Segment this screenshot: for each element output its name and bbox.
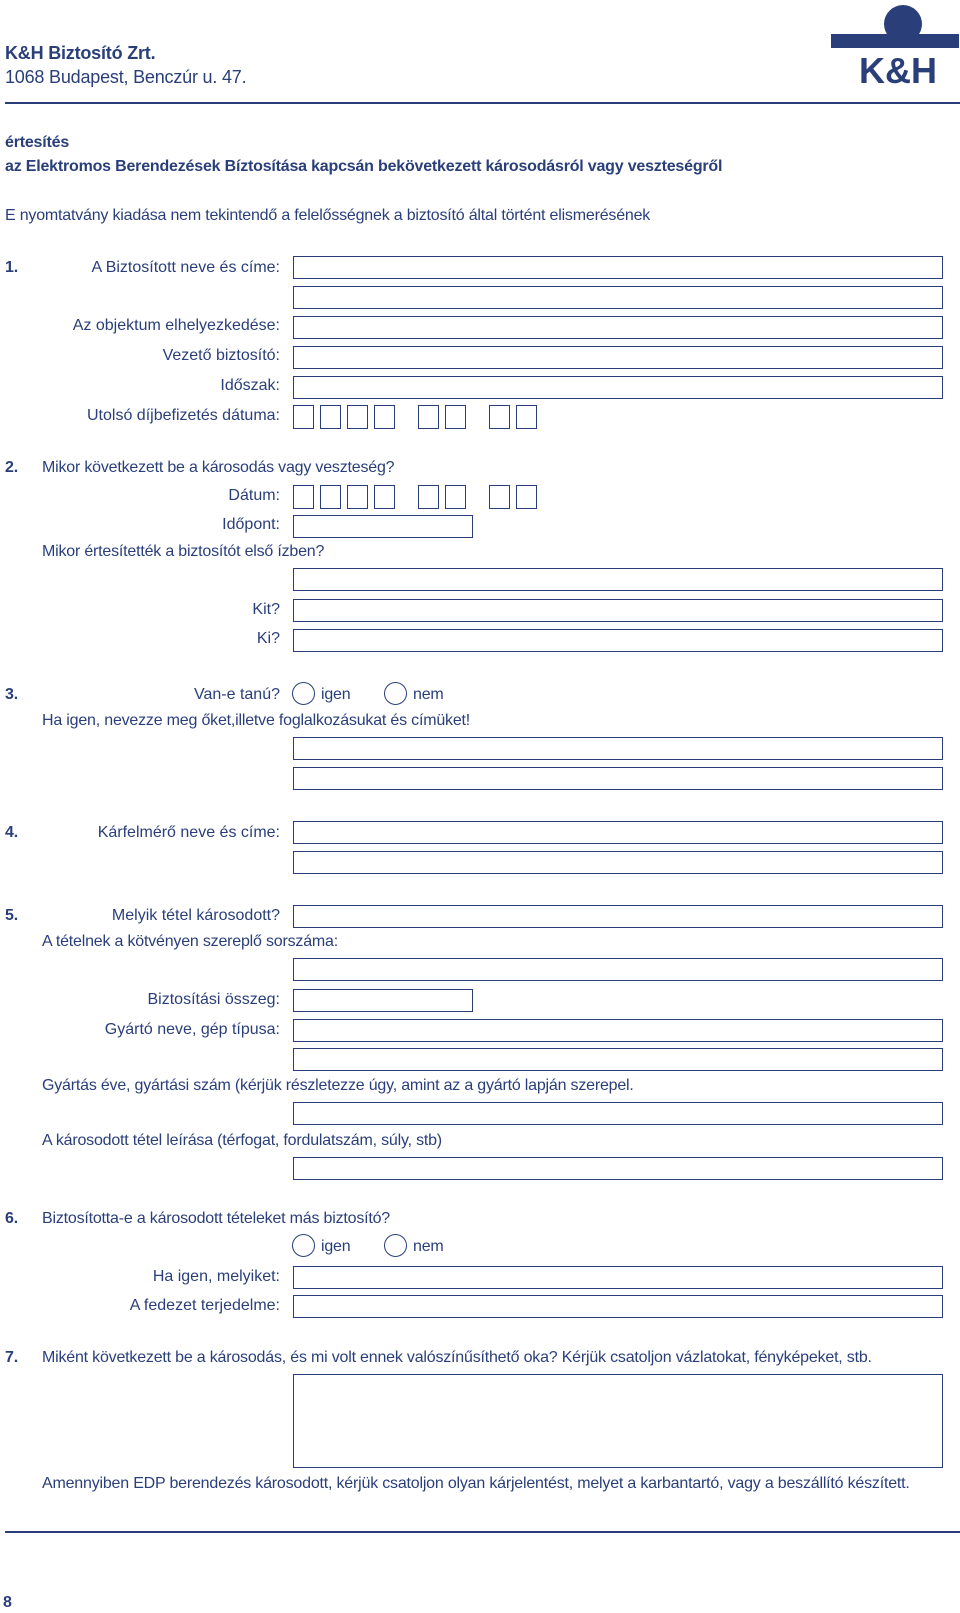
other-insurer-question: Biztosította-e a károsodott tételeket más biztosító?	[42, 1210, 391, 1227]
last-payment-year-digit-4[interactable]	[374, 405, 395, 429]
assessor-label: Kárfelmérő neve és címe:	[97, 824, 280, 841]
insured-address-field[interactable]	[293, 286, 943, 309]
logo-text: K&H	[859, 50, 937, 86]
last-payment-day-digit-1[interactable]	[489, 405, 510, 429]
whom-field[interactable]	[293, 599, 943, 622]
item-description-field[interactable]	[293, 1157, 943, 1180]
witness-yes-radio[interactable]	[292, 682, 315, 705]
company-address: 1068 Budapest, Benczúr u. 47.	[5, 67, 247, 87]
other-insurer-yes-label: igen	[321, 1238, 351, 1255]
witness-instruction: Ha igen, nevezze meg őket,illetve foglalkozásukat és címüket!	[42, 712, 471, 729]
occurrence-question: Mikor következett be a károsodás vagy veszteség?	[42, 459, 395, 476]
first-notification-question: Mikor értesítették a biztosítót első ízben?	[42, 543, 325, 560]
lead-insurer-field[interactable]	[293, 346, 943, 369]
time-field[interactable]	[293, 515, 473, 538]
witness-field-2[interactable]	[293, 767, 943, 790]
date-month-digit-2[interactable]	[445, 485, 466, 509]
section-3-number: 3.	[5, 686, 18, 703]
sum-insured-field[interactable]	[293, 989, 473, 1012]
page-number: 8	[3, 1594, 12, 1611]
period-field[interactable]	[293, 376, 943, 399]
manufacture-year-label: Gyártás éve, gyártási szám (kérjük részletezze úgy, amint az a gyártó lapján szerepel.	[42, 1077, 634, 1094]
coverage-field[interactable]	[293, 1295, 943, 1318]
section-2-number: 2.	[5, 459, 18, 476]
date-year-digit-4[interactable]	[374, 485, 395, 509]
last-payment-day-digit-2[interactable]	[516, 405, 537, 429]
manufacture-year-field[interactable]	[293, 1102, 943, 1125]
company-name: K&H Biztosító Zrt.	[5, 43, 156, 63]
which-insurer-field[interactable]	[293, 1266, 943, 1289]
date-month-digit-1[interactable]	[418, 485, 439, 509]
other-insurer-no-radio[interactable]	[384, 1234, 407, 1257]
date-day-digit-1[interactable]	[489, 485, 510, 509]
cause-question: Miként következett be a károsodás, és mi volt ennek valószínűsíthető oka? Kérjük csatoljon vázlatokat, fényképeket, stb.	[42, 1349, 872, 1366]
date-label: Dátum:	[228, 487, 280, 504]
footer-divider	[5, 1531, 960, 1533]
date-year-digit-3[interactable]	[347, 485, 368, 509]
manufacturer-label: Gyártó neve, gép típusa:	[104, 1021, 280, 1038]
whom-label: Kit?	[252, 601, 280, 618]
policy-serial-label: A tételnek a kötvényen szereplő sorszáma:	[42, 933, 338, 950]
sum-insured-label: Biztosítási összeg:	[147, 991, 280, 1008]
section-4-number: 4.	[5, 824, 18, 841]
other-insurer-no-label: nem	[413, 1238, 444, 1255]
form-title: értesítés	[5, 134, 70, 151]
other-insurer-yes-radio[interactable]	[292, 1234, 315, 1257]
insured-name-label: A Biztosított neve és címe:	[91, 259, 280, 276]
last-payment-year-digit-3[interactable]	[347, 405, 368, 429]
form-subtitle: az Elektromos Berendezések Bíztosítása kapcsán bekövetkezett károsodásról vagy veszteségről	[5, 158, 723, 175]
date-day-digit-2[interactable]	[516, 485, 537, 509]
damaged-item-field[interactable]	[293, 905, 943, 928]
time-label: Időpont:	[222, 516, 280, 533]
damaged-item-label: Melyik tétel károsodott?	[111, 907, 280, 924]
witness-label: Van-e tanú?	[194, 686, 280, 703]
assessor-name-field[interactable]	[293, 821, 943, 844]
insured-name-field[interactable]	[293, 256, 943, 279]
coverage-label: A fedezet terjedelme:	[129, 1297, 280, 1314]
section-6-number: 6.	[5, 1210, 18, 1227]
object-location-label: Az objektum elhelyezkedése:	[72, 317, 280, 334]
policy-serial-field[interactable]	[293, 958, 943, 981]
who-field[interactable]	[293, 629, 943, 652]
witness-no-label: nem	[413, 686, 444, 703]
first-notification-field[interactable]	[293, 568, 943, 591]
cause-description-area[interactable]	[293, 1374, 943, 1468]
which-insurer-label: Ha igen, melyiket:	[152, 1268, 280, 1285]
witness-yes-label: igen	[321, 686, 351, 703]
machine-type-field[interactable]	[293, 1048, 943, 1071]
section-5-number: 5.	[5, 907, 18, 924]
witness-field-1[interactable]	[293, 737, 943, 760]
lead-insurer-label: Vezető biztosító:	[162, 347, 280, 364]
last-payment-year-digit-2[interactable]	[320, 405, 341, 429]
disclaimer-text: E nyomtatvány kiadása nem tekintendő a felelősségnek a biztosító által történt elismerésének	[5, 207, 651, 224]
section-7-number: 7.	[5, 1349, 18, 1366]
header-divider	[5, 102, 960, 104]
last-payment-label: Utolsó díjbefizetés dátuma:	[87, 407, 280, 424]
manufacturer-field[interactable]	[293, 1019, 943, 1042]
edp-note: Amennyiben EDP berendezés károsodott, kérjük csatoljon olyan kárjelentést, melyet a karbantartó, vagy a beszállító készített.	[42, 1475, 910, 1492]
last-payment-year-digit-1[interactable]	[293, 405, 314, 429]
who-label: Ki?	[256, 630, 280, 647]
assessor-address-field[interactable]	[293, 851, 943, 874]
last-payment-month-digit-2[interactable]	[445, 405, 466, 429]
item-description-label: A károsodott tétel leírása (térfogat, fordulatszám, súly, stb)	[42, 1132, 442, 1149]
date-year-digit-1[interactable]	[293, 485, 314, 509]
section-1-number: 1.	[5, 259, 18, 276]
object-location-field[interactable]	[293, 316, 943, 339]
last-payment-month-digit-1[interactable]	[418, 405, 439, 429]
kh-logo	[828, 0, 960, 86]
date-year-digit-2[interactable]	[320, 485, 341, 509]
period-label: Időszak:	[220, 377, 280, 394]
witness-no-radio[interactable]	[384, 682, 407, 705]
